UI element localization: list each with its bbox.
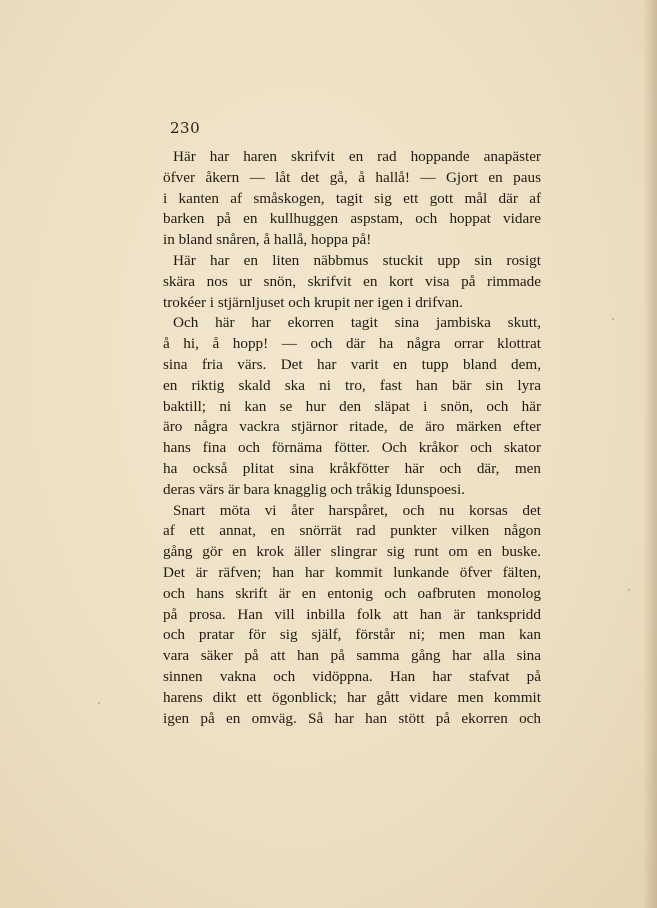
text-line: vara säker på att han på samma gång har alla sina [163,647,541,665]
text-line: in bland snåren, å hallå, hoppa på! [163,231,372,249]
text-line: barken på en kullhuggen aspstam, och hoppat vidare [163,210,541,228]
text-line: harens dikt ett ögonblick; har gått vidare men kommit [163,688,541,706]
text-line: trokéer i stjärnljuset och krupit ner igen i drifvan. [163,293,463,311]
text-line: baktill; ni kan se hur den släpat i snön, och här [163,397,541,415]
text-line: på prosa. Han vill inbilla folk att han är tankspridd [163,605,541,623]
paper-speck [628,589,630,591]
text-line: öfver åkern — låt det gå, å hallå! — Gjort en paus [163,168,541,186]
text-line: Och här har ekorren tagit sina jambiska skutt, [173,314,541,332]
text-line: å hi, å hopp! — och där ha några orrar klottrat [163,335,541,353]
text-line: och hans skrift är en entonig och oafbruten monolog [163,584,541,602]
text-line: Här har haren skrifvit en rad hoppande anapäster [173,148,541,165]
text-line: äro några vackra stjärnor ritade, de äro märken efter [163,418,541,436]
text-line: deras värs är bara knagglig och tråkig Idunspoesi. [163,480,465,498]
page-number: 230 [170,119,201,137]
text-line: och pratar för sig själf, förstår ni; men man kan [163,626,541,644]
text-line: Här har en liten näbbmus stuckit upp sin rosigt [173,251,541,269]
text-line: hans fina och förnäma fötter. Och kråkor och skator [163,439,541,457]
text-line: sinnen vakna och vidöppna. Han har stafvat på [163,667,541,685]
text-line: en riktig skald ska ni tro, fast han bär sin lyra [163,376,541,394]
paper-speck [98,702,100,704]
paper-speck [612,318,614,320]
page-edge-shadow [643,0,657,908]
text-line: ha också plitat sina kråkfötter här och där, men [163,459,541,477]
text-line: igen på en omväg. Så har han stött på ekorren och [163,709,541,727]
text-line: Snart möta vi åter harspåret, och nu korsas det [173,501,541,519]
text-line: gång gör en krok äller slingrar sig runt om en buske. [163,543,541,561]
text-line: Det är räfven; han har kommit lunkande öfver fälten, [163,563,541,581]
text-line: i kanten af småskogen, tagit sig ett gott mål där af [163,189,541,207]
text-line: skära nos ur snön, skrifvit en kort visa på rimmade [163,272,541,290]
page-body-text [163,147,541,729]
text-line: sina fria värs. Det har varit en tupp bland dem, [163,355,541,373]
text-line: af ett annat, en snörrät rad punkter vilken någon [163,522,541,540]
